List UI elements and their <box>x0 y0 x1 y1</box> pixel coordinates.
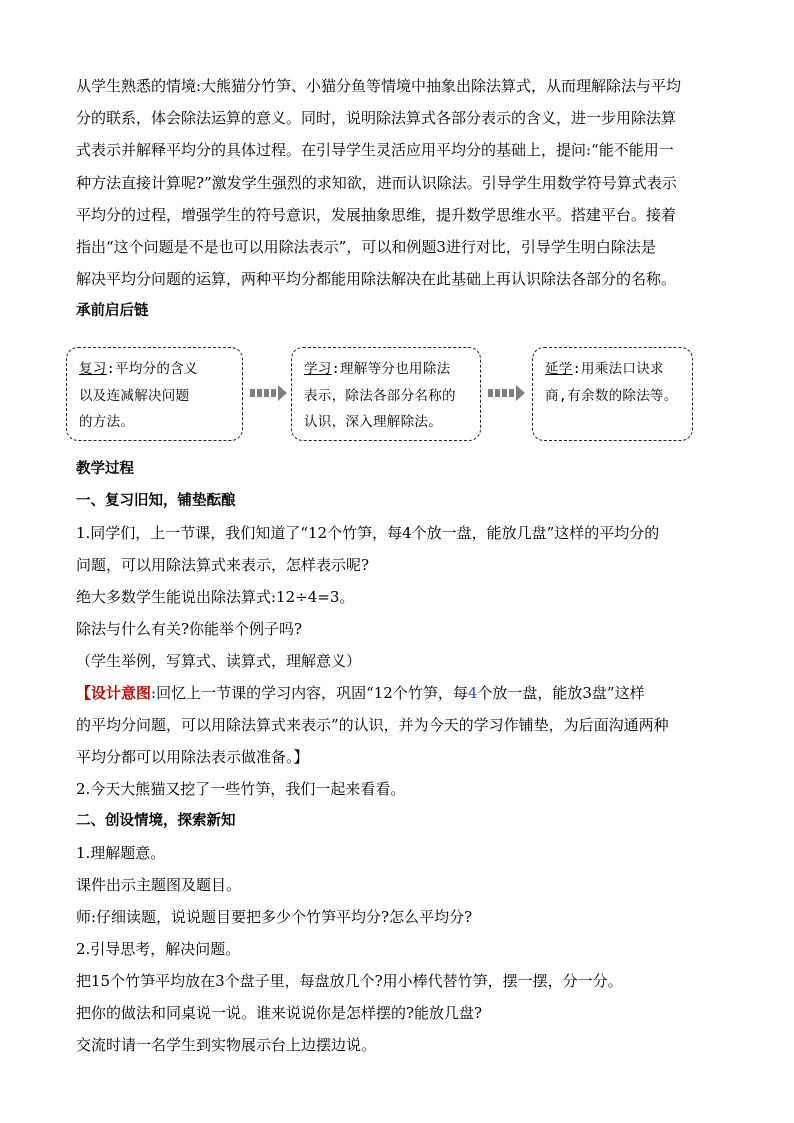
section1-note: （学生举例，写算式、读算式，理解意义） <box>76 652 362 671</box>
section1-question: 除法与什么有关?你能举个例子吗? <box>76 620 303 639</box>
learn-box <box>291 347 481 441</box>
chain-heading: 承前启后链 <box>76 303 149 320</box>
intro-line: 分的联系，体会除法运算的意义。同时，说明除法算式各部分表示的含义，进一步用除法算 <box>76 109 677 128</box>
design-intent-line <box>76 677 726 709</box>
intro-paragraph <box>76 70 726 295</box>
design-intent-number: 4 <box>467 684 478 703</box>
design-intent-colon: : <box>151 684 157 703</box>
review-text: 的方法。 <box>79 414 135 431</box>
intro-line: 式表示并解释平均分的具体过程。在引导学生灵活应用平均分的基础上，提问:“能不能用一 <box>76 141 674 160</box>
section1-heading: 一、复习旧知，铺垫酝酿 <box>76 493 236 510</box>
design-intent-block <box>76 677 726 773</box>
section1-item1-cont: 问题，可以用除法算式来表示，怎样表示呢? <box>76 556 370 575</box>
design-intent-line: 平均分都可以用除法表示做准备。】 <box>76 748 309 767</box>
review-key: 复习 <box>79 361 107 378</box>
design-intent-text: 个放一盘，能放3盘”这样 <box>477 684 645 703</box>
review-box <box>66 347 243 441</box>
intro-line: 平均分的过程，增强学生的符号意识，发展抽象思维，提升数学思维水平。搭建平台。接着 <box>76 205 677 224</box>
section2-item2: 2.引导思考，解决问题。 <box>76 940 241 959</box>
design-intent-label: 【设计意图 <box>76 684 152 703</box>
extend-text: 商,有余数的除法等。 <box>545 387 678 404</box>
intro-line: 从学生熟悉的情境:大熊猫分竹笋、小猫分鱼等情境中抽象出除法算式，从而理解除法与平均 <box>76 77 682 95</box>
learn-text: 认识，深入理解除法。 <box>304 414 442 431</box>
review-text: 以及连减解决问题 <box>79 387 190 404</box>
section2-heading: 二、创设情境，探索新知 <box>76 813 236 830</box>
section1-item1: 1.同学们，上一节课，我们知道了“12个竹笋，每4个放一盘，能放几盘”这样的平均分的 <box>76 524 660 543</box>
review-text: :平均分的含义 <box>106 361 198 378</box>
section2-exchange: 交流时请一名学生到实物展示台上边摆边说。 <box>76 1036 377 1055</box>
extend-text: :用乘法口诀求 <box>572 361 664 378</box>
design-intent-line: 的平均分问题，可以用除法算式来表示”的认识，并为今天的学习作铺垫，为后面沟通两种 <box>76 716 669 735</box>
extend-key: 延学 <box>545 361 573 378</box>
learning-chain-diagram <box>76 335 726 447</box>
section2-task: 把15个竹笋平均放在3个盘子里，每盘放几个?用小棒代替竹笋，摆一摆，分一分。 <box>76 972 623 991</box>
learn-key: 学习 <box>304 361 332 378</box>
section1-answer: 绝大多数学生能说出除法算式:12÷4=3。 <box>76 588 355 607</box>
double-chevron-arrow-icon <box>486 383 526 403</box>
section2-teacher: 师:仔细读题，说说题目要把多少个竹笋平均分?怎么平均分? <box>76 908 473 927</box>
section2-item1-text: 课件出示主题图及题目。 <box>76 876 242 895</box>
double-chevron-arrow-icon <box>248 383 288 403</box>
section1-item2: 2.今天大熊猫又挖了一些竹笋，我们一起来看看。 <box>76 780 406 799</box>
intro-line: 指出“这个问题是不是也可以用除法表示”，可以和例题3进行对比，引导学生明白除法是 <box>76 238 656 257</box>
extend-box <box>532 347 693 441</box>
section2-item1: 1.理解题意。 <box>76 844 166 863</box>
learn-text: :理解等分也用除法 <box>331 361 451 378</box>
design-intent-text: 回忆上一节课的学习内容，巩固“12个竹笋，每 <box>156 684 468 703</box>
intro-line: 种方法直接计算呢?”激发学生强烈的求知欲，进而认识除法。引导学生用数学符号算式表示 <box>76 173 677 192</box>
document-page <box>76 70 726 1061</box>
process-heading: 教学过程 <box>76 461 134 478</box>
learn-text: 表示，除法各部分名称的 <box>304 387 456 404</box>
section2-discuss: 把你的做法和同桌说一说。谁来说说你是怎样摆的?能放几盘? <box>76 1004 483 1023</box>
intro-line: 解决平均分问题的运算，两种平均分都能用除法解决在此基础上再认识除法各部分的名称。 <box>76 270 677 289</box>
